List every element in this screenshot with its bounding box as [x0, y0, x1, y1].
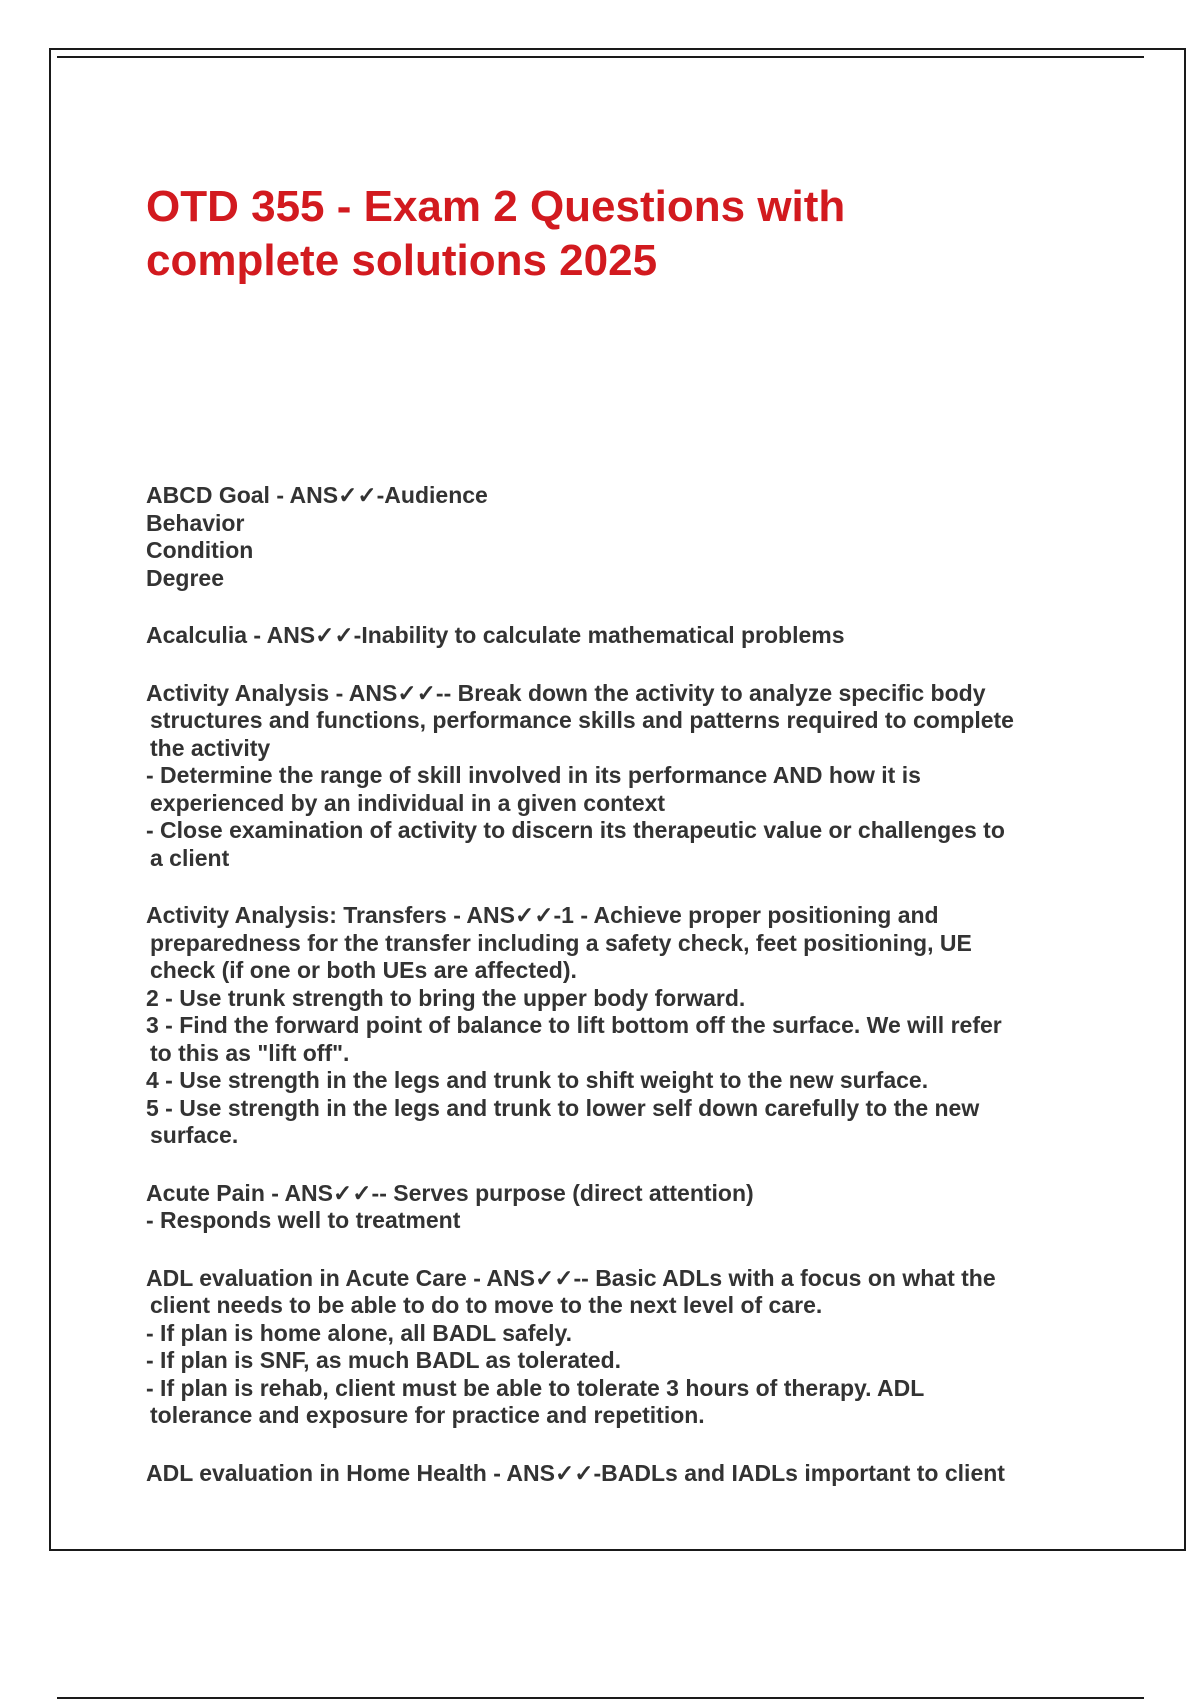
entry-line: - Determine the range of skill involved in its performance AND how it is: [146, 762, 921, 788]
top-rule: [57, 56, 1144, 58]
entry-line: Degree: [146, 564, 224, 591]
entry-acute-pain: [146, 1180, 1086, 1235]
entry-line: 3 - Find the forward point of balance to lift bottom off the surface. We will refer: [146, 1012, 1002, 1038]
entry-activity-analysis-transfers: [146, 902, 1086, 1150]
entry-line: - If plan is rehab, client must be able to tolerate 3 hours of therapy. ADL: [146, 1374, 925, 1401]
document-title: [146, 180, 1046, 288]
entry-line: tolerance and exposure for practice and repetition.: [150, 1402, 705, 1428]
entry-line: ABCD Goal - ANS✓✓-Audience: [146, 482, 488, 508]
entry-line: to this as "lift off".: [150, 1039, 350, 1066]
entry-line: Acute Pain - ANS✓✓-- Serves purpose (direct attention): [146, 1179, 754, 1206]
entry-acalculia: [146, 622, 1086, 650]
entry-line: ADL evaluation in Home Health - ANS✓✓-BADLs and IADLs important to client: [146, 1459, 1005, 1486]
entry-line: Acalculia - ANS✓✓-Inability to calculate mathematical problems: [146, 622, 845, 648]
entry-line: preparedness for the transfer including a safety check, feet positioning, UE: [150, 929, 972, 956]
bottom-rule: [57, 1697, 1144, 1699]
qa-entries: [146, 482, 1086, 1517]
entry-line: experienced by an individual in a given context: [150, 789, 666, 816]
entry-line: - Responds well to treatment: [146, 1207, 461, 1233]
entry-line: Activity Analysis: Transfers - ANS✓✓-1 - Achieve proper positioning and: [146, 902, 939, 928]
entry-line: Behavior: [146, 509, 245, 536]
title-line: complete solutions 2025: [146, 236, 658, 285]
entry-line: 4 - Use strength in the legs and trunk to shift weight to the new surface.: [146, 1067, 929, 1093]
entry-line: a client: [150, 844, 230, 871]
entry-abcd-goal: [146, 482, 1086, 592]
entry-line: structures and functions, performance skills and patterns required to complete: [150, 707, 1014, 733]
title-line: OTD 355 - Exam 2 Questions with: [146, 182, 846, 231]
entry-line: - Close examination of activity to discern its therapeutic value or challenges to: [146, 817, 1005, 843]
entry-adl-acute-care: [146, 1265, 1086, 1430]
entry-line: - If plan is SNF, as much BADL as tolerated.: [146, 1347, 622, 1373]
entry-line: ADL evaluation in Acute Care - ANS✓✓-- Basic ADLs with a focus on what the: [146, 1264, 996, 1291]
entry-line: check (if one or both UEs are affected).: [150, 957, 577, 983]
entry-line: Condition: [146, 537, 254, 563]
entry-line: - If plan is home alone, all BADL safely.: [146, 1319, 573, 1346]
entry-adl-home-health: [146, 1460, 1086, 1488]
entry-line: Activity Analysis - ANS✓✓-- Break down the activity to analyze specific body: [146, 679, 986, 706]
entry-line: surface.: [150, 1122, 239, 1148]
entry-line: client needs to be able to do to move to the next level of care.: [150, 1292, 823, 1318]
entry-line: the activity: [150, 734, 271, 761]
entry-line: 2 - Use trunk strength to bring the upper body forward.: [146, 984, 746, 1011]
entry-activity-analysis: [146, 680, 1086, 873]
entry-line: 5 - Use strength in the legs and trunk to lower self down carefully to the new: [146, 1094, 980, 1121]
